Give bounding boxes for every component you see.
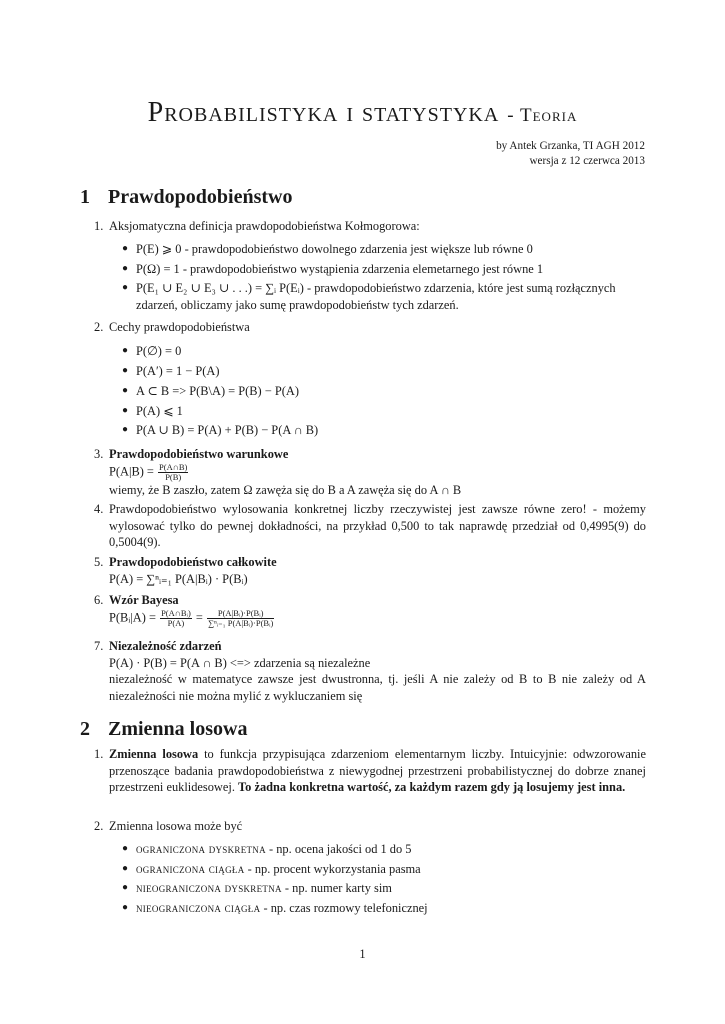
bullet-text: P(A) ⩽ 1: [136, 404, 183, 418]
item-title: Wzór Bayesa: [109, 593, 179, 607]
bullet-icon: ●: [122, 282, 129, 293]
formula: P(A) = ∑ⁿᵢ₌₁ P(A|Bᵢ) · P(Bᵢ): [109, 571, 248, 586]
fraction-denominator: P(B): [165, 471, 182, 482]
variable-example: - np. czas rozmowy telefonicznej: [260, 901, 428, 915]
fraction: [158, 463, 188, 482]
bullet-item: [122, 403, 646, 420]
item-number: 3.: [94, 447, 104, 461]
version-line: wersja z 12 czerwca 2013: [529, 155, 645, 167]
item-text: niezależność w matematyce zawsze jest dwustronna, tj. jeśli A nie zależy od B to B nie zależy od A niezależności nie można mylić z wykluczaniem się: [109, 672, 646, 703]
byline: [496, 139, 645, 169]
formula: P(A) · P(B) = P(A ∩ B) <=> zdarzenia są niezależne: [109, 655, 371, 670]
bullet-icon: ●: [122, 385, 129, 396]
term-bold: Zmienna losowa: [109, 747, 199, 761]
bullet-icon: ●: [122, 843, 129, 854]
formula-lhs: P(Bᵢ|A) =: [109, 609, 156, 624]
item-number: 7.: [94, 639, 104, 653]
fraction-denominator: ∑ⁿᵢ₌₁ P(A|Bᵢ)·P(Bᵢ): [208, 617, 274, 628]
bullet-item: [122, 841, 646, 858]
section-title: Zmienna losowa: [108, 718, 248, 740]
list-item: [94, 554, 646, 587]
list-item: [94, 746, 646, 796]
list-item: [94, 638, 646, 704]
fraction-numerator: P(A∩B): [159, 461, 188, 472]
formula: [109, 609, 646, 628]
item-title: Niezależność zdarzeń: [109, 639, 222, 653]
item-number: 2.: [94, 819, 104, 833]
variable-example: - np. ocena jakości od 1 do 5: [265, 842, 412, 856]
list-item: [94, 592, 646, 628]
item-title: Prawdopodobieństwo całkowite: [109, 555, 277, 569]
item-text: Aksjomatyczna definicja prawdopodobieństwa Kołmogorowa:: [109, 219, 420, 233]
item-text: wiemy, że B zaszło, zatem Ω zawęża się do B a A zawęża się do A ∩ B: [109, 482, 462, 497]
list-item: [94, 818, 646, 835]
bullet-item: [122, 422, 646, 439]
list-item: [94, 446, 646, 498]
item-number: 5.: [94, 555, 104, 569]
item-number: 2.: [94, 320, 104, 334]
bullet-icon: ●: [122, 405, 129, 416]
document-title: [0, 96, 725, 133]
bullet-item: [122, 363, 646, 380]
bullet-text: P(E) ⩾ 0 - prawdopodobieństwo dowolnego zdarzenia jest większe lub równe 0: [136, 242, 533, 256]
formula: [109, 463, 646, 482]
bullet-text: P(A′) = 1 − P(A): [136, 364, 220, 378]
emphasis-text: To żadna konkretna wartość, za każdym razem gdy ją losujemy jest inna.: [238, 780, 626, 795]
bullet-icon: ●: [122, 365, 129, 376]
item-text: Prawdopodobieństwo wylosowania konkretnej liczby rzeczywistej jest zawsze równe zero! - możemy wylosować tylko do pewnej dokładności, na przykład 0,500 to tak naprawdę przedział od 0,4995(9) do 0,5004(9).: [109, 502, 646, 550]
section-number: 1: [80, 186, 90, 208]
bullet-item: [122, 241, 646, 258]
equals-sign: =: [195, 609, 203, 624]
fraction-denominator: P(A): [167, 617, 185, 628]
bullet-item: [122, 343, 646, 360]
item-title: Prawdopodobieństwo warunkowe: [109, 447, 289, 461]
bullet-icon: ●: [122, 902, 129, 913]
bullet-text: P(∅) = 0: [136, 344, 182, 358]
section-1-heading: [80, 185, 292, 209]
variable-kind: nieograniczona ciągła: [136, 901, 261, 915]
list-item: [94, 501, 646, 551]
bullet-text: A ⊂ B => P(B\A) = P(B) − P(A): [136, 384, 299, 398]
bullet-item: [122, 280, 646, 313]
formula-lhs: P(A|B) =: [109, 463, 154, 478]
fraction: [160, 609, 192, 628]
variable-example: - np. numer karty sim: [281, 881, 392, 895]
item-text: Cechy prawdopodobieństwa: [109, 320, 250, 334]
bullet-text: P(Ω) = 1 - prawdopodobieństwo wystąpienia zdarzenia elemetarnego jest równe 1: [136, 262, 544, 276]
section-number: 2: [80, 718, 90, 740]
bullet-icon: ●: [122, 263, 129, 274]
bullet-text: P(E₁ ∪ E₂ ∪ E₃ ∪ . . .) = ∑ᵢ P(Eᵢ) - prawdopodobieństwo zdarzenia, które jest sumą rozłącznych zdarzeń, obliczamy jako sumę prawdopodobieństw tych zdarzeń.: [136, 281, 616, 312]
bullet-icon: ●: [122, 882, 129, 893]
section-title: Prawdopodobieństwo: [108, 186, 293, 208]
author-line: by Antek Grzanka, TI AGH 2012: [496, 140, 645, 152]
bullet-icon: ●: [122, 243, 129, 254]
bullet-text: P(A ∪ B) = P(A) + P(B) − P(A ∩ B): [136, 423, 319, 437]
bullet-item: [122, 383, 646, 400]
list-item: [94, 218, 646, 235]
variable-kind: nieograniczona dyskretna: [136, 881, 282, 895]
item-text: Zmienna losowa może być: [109, 819, 243, 833]
bullet-icon: ●: [122, 863, 129, 874]
bullet-item: [122, 261, 646, 278]
item-number: 1.: [94, 747, 104, 761]
fraction-numerator: P(A|Bᵢ)·P(Bᵢ): [207, 609, 274, 619]
variable-example: - np. procent wykorzystania pasma: [244, 862, 421, 876]
bullet-icon: ●: [122, 424, 129, 435]
bullet-icon: ●: [122, 345, 129, 356]
variable-kind: ograniczona ciągła: [136, 862, 245, 876]
title-main: Probabilistyka i statystyka: [147, 97, 500, 128]
variable-kind: ograniczona dyskretna: [136, 842, 266, 856]
item-number: 4.: [94, 502, 104, 516]
list-item: [94, 319, 646, 336]
section-2-heading: [80, 717, 247, 741]
item-text: to funkcja przypisująca zdarzeniom elementarnym liczby. Intuicyjnie: odwzorowanie przenoszące badania prawdopodobieństwa z niewygodnej przestrzeni probabilistycznej do dobrze znanej przestrzeni euklidesowej.: [109, 747, 646, 795]
page-number: 1: [359, 947, 366, 961]
bullet-item: [122, 861, 646, 878]
fraction-numerator: P(A∩Bᵢ): [161, 607, 191, 618]
bullet-item: [122, 900, 646, 917]
item-number: 1.: [94, 219, 104, 233]
item-number: 6.: [94, 593, 104, 607]
bullet-item: [122, 880, 646, 897]
title-sub: - Teoria: [507, 105, 578, 126]
fraction: [207, 609, 274, 628]
